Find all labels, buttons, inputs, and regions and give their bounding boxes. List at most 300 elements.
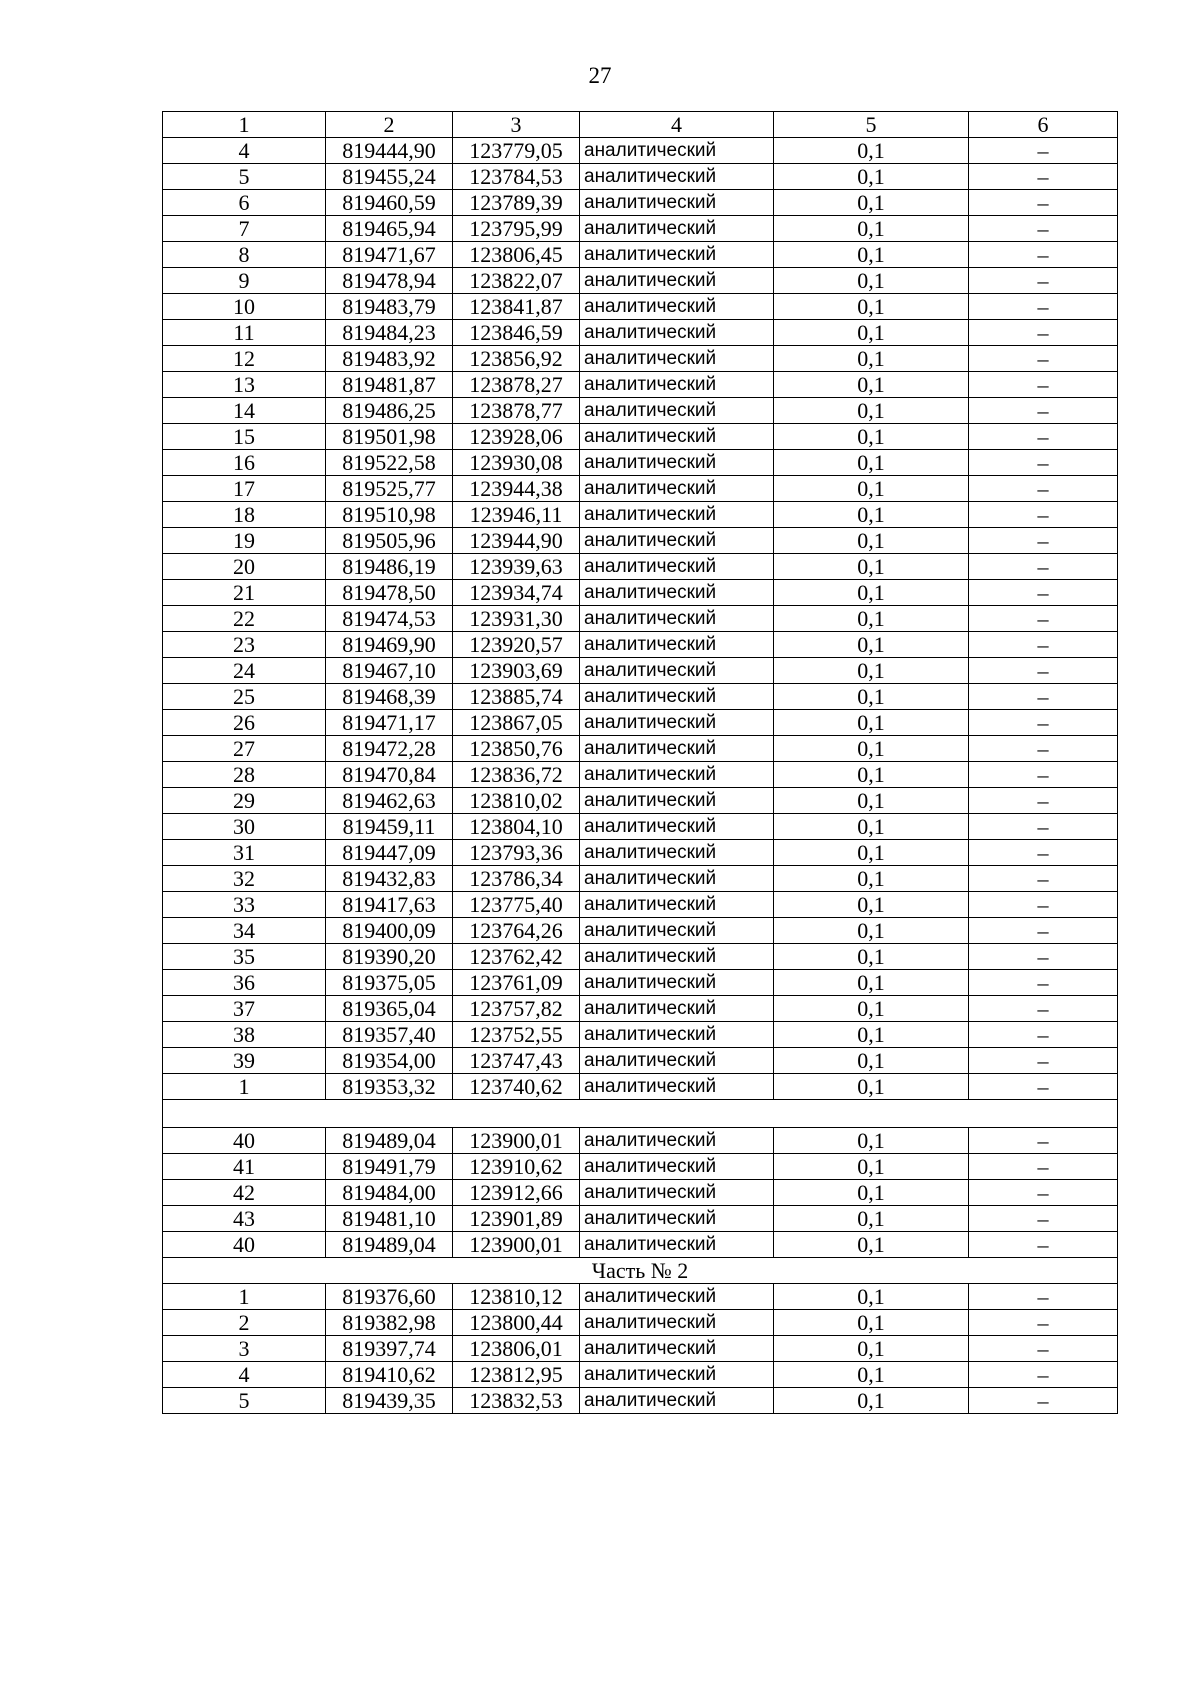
x-coordinate-cell: 819365,04 <box>326 996 453 1022</box>
table-row <box>163 1048 1118 1074</box>
coordinates-table-body <box>163 112 1118 1414</box>
accuracy-cell: 0,1 <box>774 840 969 866</box>
accuracy-cell: 0,1 <box>774 528 969 554</box>
accuracy-cell: 0,1 <box>774 216 969 242</box>
x-coordinate-cell: 819455,24 <box>326 164 453 190</box>
description-cell: – <box>969 892 1118 918</box>
point-number-cell: 21 <box>163 580 326 606</box>
method-cell: аналитический <box>580 788 774 814</box>
description-cell: – <box>969 606 1118 632</box>
method-cell: аналитический <box>580 606 774 632</box>
y-coordinate-cell: 123752,55 <box>453 1022 580 1048</box>
point-number-cell: 28 <box>163 762 326 788</box>
y-coordinate-cell: 123806,45 <box>453 242 580 268</box>
table-row <box>163 814 1118 840</box>
method-cell: аналитический <box>580 242 774 268</box>
table-row <box>163 1336 1118 1362</box>
description-cell: – <box>969 1232 1118 1258</box>
method-cell: аналитический <box>580 762 774 788</box>
description-cell: – <box>969 788 1118 814</box>
description-cell: – <box>969 658 1118 684</box>
method-cell: аналитический <box>580 866 774 892</box>
x-coordinate-cell: 819481,87 <box>326 372 453 398</box>
accuracy-cell: 0,1 <box>774 1232 969 1258</box>
method-cell: аналитический <box>580 1310 774 1336</box>
description-cell: – <box>969 840 1118 866</box>
y-coordinate-cell: 123806,01 <box>453 1336 580 1362</box>
table-row <box>163 866 1118 892</box>
x-coordinate-cell: 819489,04 <box>326 1232 453 1258</box>
accuracy-cell: 0,1 <box>774 944 969 970</box>
table-row <box>163 528 1118 554</box>
x-coordinate-cell: 819468,39 <box>326 684 453 710</box>
y-coordinate-cell: 123786,34 <box>453 866 580 892</box>
table-row <box>163 840 1118 866</box>
description-cell: – <box>969 268 1118 294</box>
x-coordinate-cell: 819382,98 <box>326 1310 453 1336</box>
y-coordinate-cell: 123856,92 <box>453 346 580 372</box>
point-number-cell: 36 <box>163 970 326 996</box>
accuracy-cell: 0,1 <box>774 424 969 450</box>
accuracy-cell: 0,1 <box>774 502 969 528</box>
point-number-cell: 25 <box>163 684 326 710</box>
method-cell: аналитический <box>580 528 774 554</box>
y-coordinate-cell: 123800,44 <box>453 1310 580 1336</box>
column-header-description: 6 <box>969 112 1118 138</box>
point-number-cell: 13 <box>163 372 326 398</box>
y-coordinate-cell: 123900,01 <box>453 1232 580 1258</box>
x-coordinate-cell: 819410,62 <box>326 1362 453 1388</box>
y-coordinate-cell: 123810,12 <box>453 1284 580 1310</box>
accuracy-cell: 0,1 <box>774 1128 969 1154</box>
x-coordinate-cell: 819432,83 <box>326 866 453 892</box>
accuracy-cell: 0,1 <box>774 1048 969 1074</box>
x-coordinate-cell: 819489,04 <box>326 1128 453 1154</box>
method-cell: аналитический <box>580 970 774 996</box>
x-coordinate-cell: 819478,94 <box>326 268 453 294</box>
method-cell: аналитический <box>580 1284 774 1310</box>
point-number-cell: 40 <box>163 1128 326 1154</box>
point-number-cell: 37 <box>163 996 326 1022</box>
method-cell: аналитический <box>580 554 774 580</box>
description-cell: – <box>969 944 1118 970</box>
table-row <box>163 372 1118 398</box>
y-coordinate-cell: 123900,01 <box>453 1128 580 1154</box>
description-cell: – <box>969 1336 1118 1362</box>
y-coordinate-cell: 123747,43 <box>453 1048 580 1074</box>
method-cell: аналитический <box>580 424 774 450</box>
point-number-cell: 2 <box>163 1310 326 1336</box>
accuracy-cell: 0,1 <box>774 450 969 476</box>
point-number-cell: 19 <box>163 528 326 554</box>
point-number-cell: 9 <box>163 268 326 294</box>
table-row <box>163 502 1118 528</box>
x-coordinate-cell: 819483,79 <box>326 294 453 320</box>
x-coordinate-cell: 819470,84 <box>326 762 453 788</box>
table-row <box>163 1154 1118 1180</box>
table-row <box>163 554 1118 580</box>
method-cell: аналитический <box>580 892 774 918</box>
description-cell: – <box>969 1310 1118 1336</box>
table-row <box>163 268 1118 294</box>
y-coordinate-cell: 123793,36 <box>453 840 580 866</box>
x-coordinate-cell: 819375,05 <box>326 970 453 996</box>
point-number-cell: 12 <box>163 346 326 372</box>
table-row <box>163 1074 1118 1100</box>
accuracy-cell: 0,1 <box>774 788 969 814</box>
x-coordinate-cell: 819467,10 <box>326 658 453 684</box>
y-coordinate-cell: 123912,66 <box>453 1180 580 1206</box>
x-coordinate-cell: 819354,00 <box>326 1048 453 1074</box>
x-coordinate-cell: 819465,94 <box>326 216 453 242</box>
accuracy-cell: 0,1 <box>774 1284 969 1310</box>
accuracy-cell: 0,1 <box>774 1336 969 1362</box>
accuracy-cell: 0,1 <box>774 1206 969 1232</box>
method-cell: аналитический <box>580 268 774 294</box>
point-number-cell: 42 <box>163 1180 326 1206</box>
point-number-cell: 3 <box>163 1336 326 1362</box>
description-cell: – <box>969 424 1118 450</box>
table-row <box>163 190 1118 216</box>
description-cell: – <box>969 736 1118 762</box>
table-row <box>163 138 1118 164</box>
point-number-cell: 11 <box>163 320 326 346</box>
point-number-cell: 5 <box>163 1388 326 1414</box>
x-coordinate-cell: 819471,17 <box>326 710 453 736</box>
accuracy-cell: 0,1 <box>774 320 969 346</box>
method-cell: аналитический <box>580 944 774 970</box>
accuracy-cell: 0,1 <box>774 762 969 788</box>
description-cell: – <box>969 970 1118 996</box>
point-number-cell: 15 <box>163 424 326 450</box>
description-cell: – <box>969 164 1118 190</box>
method-cell: аналитический <box>580 710 774 736</box>
accuracy-cell: 0,1 <box>774 268 969 294</box>
point-number-cell: 33 <box>163 892 326 918</box>
y-coordinate-cell: 123920,57 <box>453 632 580 658</box>
y-coordinate-cell: 123762,42 <box>453 944 580 970</box>
x-coordinate-cell: 819353,32 <box>326 1074 453 1100</box>
x-coordinate-cell: 819390,20 <box>326 944 453 970</box>
method-cell: аналитический <box>580 294 774 320</box>
method-cell: аналитический <box>580 164 774 190</box>
x-coordinate-cell: 819397,74 <box>326 1336 453 1362</box>
point-number-cell: 29 <box>163 788 326 814</box>
method-cell: аналитический <box>580 1362 774 1388</box>
section-title: Часть № 2 <box>163 1258 1118 1284</box>
table-row <box>163 580 1118 606</box>
method-cell: аналитический <box>580 1180 774 1206</box>
x-coordinate-cell: 819484,23 <box>326 320 453 346</box>
description-cell: – <box>969 1206 1118 1232</box>
point-number-cell: 5 <box>163 164 326 190</box>
point-number-cell: 41 <box>163 1154 326 1180</box>
accuracy-cell: 0,1 <box>774 242 969 268</box>
point-number-cell: 23 <box>163 632 326 658</box>
description-cell: – <box>969 190 1118 216</box>
table-row <box>163 918 1118 944</box>
x-coordinate-cell: 819486,25 <box>326 398 453 424</box>
point-number-cell: 38 <box>163 1022 326 1048</box>
description-cell: – <box>969 372 1118 398</box>
point-number-cell: 35 <box>163 944 326 970</box>
accuracy-cell: 0,1 <box>774 658 969 684</box>
x-coordinate-cell: 819460,59 <box>326 190 453 216</box>
column-header-x: 2 <box>326 112 453 138</box>
table-row <box>163 1362 1118 1388</box>
accuracy-cell: 0,1 <box>774 632 969 658</box>
y-coordinate-cell: 123846,59 <box>453 320 580 346</box>
table-row <box>163 1388 1118 1414</box>
method-cell: аналитический <box>580 398 774 424</box>
x-coordinate-cell: 819474,53 <box>326 606 453 632</box>
y-coordinate-cell: 123812,95 <box>453 1362 580 1388</box>
description-cell: – <box>969 242 1118 268</box>
description-cell: – <box>969 1362 1118 1388</box>
method-cell: аналитический <box>580 138 774 164</box>
table-row <box>163 1310 1118 1336</box>
accuracy-cell: 0,1 <box>774 970 969 996</box>
accuracy-cell: 0,1 <box>774 1074 969 1100</box>
method-cell: аналитический <box>580 1154 774 1180</box>
method-cell: аналитический <box>580 1128 774 1154</box>
x-coordinate-cell: 819505,96 <box>326 528 453 554</box>
method-cell: аналитический <box>580 190 774 216</box>
point-number-cell: 17 <box>163 476 326 502</box>
method-cell: аналитический <box>580 1048 774 1074</box>
x-coordinate-cell: 819444,90 <box>326 138 453 164</box>
x-coordinate-cell: 819400,09 <box>326 918 453 944</box>
table-row <box>163 216 1118 242</box>
accuracy-cell: 0,1 <box>774 1180 969 1206</box>
description-cell: – <box>969 1180 1118 1206</box>
table-row <box>163 684 1118 710</box>
description-cell: – <box>969 554 1118 580</box>
description-cell: – <box>969 1022 1118 1048</box>
method-cell: аналитический <box>580 840 774 866</box>
table-row <box>163 710 1118 736</box>
point-number-cell: 7 <box>163 216 326 242</box>
method-cell: аналитический <box>580 736 774 762</box>
table-row <box>163 996 1118 1022</box>
table-row <box>163 944 1118 970</box>
accuracy-cell: 0,1 <box>774 892 969 918</box>
table-row <box>163 242 1118 268</box>
y-coordinate-cell: 123775,40 <box>453 892 580 918</box>
accuracy-cell: 0,1 <box>774 1388 969 1414</box>
table-row <box>163 632 1118 658</box>
y-coordinate-cell: 123822,07 <box>453 268 580 294</box>
accuracy-cell: 0,1 <box>774 1310 969 1336</box>
accuracy-cell: 0,1 <box>774 346 969 372</box>
y-coordinate-cell: 123841,87 <box>453 294 580 320</box>
x-coordinate-cell: 819522,58 <box>326 450 453 476</box>
y-coordinate-cell: 123867,05 <box>453 710 580 736</box>
description-cell: – <box>969 320 1118 346</box>
accuracy-cell: 0,1 <box>774 372 969 398</box>
accuracy-cell: 0,1 <box>774 580 969 606</box>
method-cell: аналитический <box>580 372 774 398</box>
table-row <box>163 398 1118 424</box>
y-coordinate-cell: 123740,62 <box>453 1074 580 1100</box>
description-cell: – <box>969 814 1118 840</box>
x-coordinate-cell: 819471,67 <box>326 242 453 268</box>
y-coordinate-cell: 123878,27 <box>453 372 580 398</box>
y-coordinate-cell: 123764,26 <box>453 918 580 944</box>
accuracy-cell: 0,1 <box>774 190 969 216</box>
point-number-cell: 8 <box>163 242 326 268</box>
accuracy-cell: 0,1 <box>774 684 969 710</box>
method-cell: аналитический <box>580 450 774 476</box>
y-coordinate-cell: 123939,63 <box>453 554 580 580</box>
x-coordinate-cell: 819376,60 <box>326 1284 453 1310</box>
y-coordinate-cell: 123934,74 <box>453 580 580 606</box>
accuracy-cell: 0,1 <box>774 736 969 762</box>
x-coordinate-cell: 819486,19 <box>326 554 453 580</box>
y-coordinate-cell: 123944,38 <box>453 476 580 502</box>
accuracy-cell: 0,1 <box>774 294 969 320</box>
accuracy-cell: 0,1 <box>774 398 969 424</box>
column-header-y: 3 <box>453 112 580 138</box>
method-cell: аналитический <box>580 658 774 684</box>
y-coordinate-cell: 123789,39 <box>453 190 580 216</box>
description-cell: – <box>969 346 1118 372</box>
description-cell: – <box>969 996 1118 1022</box>
y-coordinate-cell: 123946,11 <box>453 502 580 528</box>
y-coordinate-cell: 123931,30 <box>453 606 580 632</box>
description-cell: – <box>969 1048 1118 1074</box>
table-row <box>163 762 1118 788</box>
point-number-cell: 39 <box>163 1048 326 1074</box>
description-cell: – <box>969 138 1118 164</box>
method-cell: аналитический <box>580 1336 774 1362</box>
y-coordinate-cell: 123795,99 <box>453 216 580 242</box>
method-cell: аналитический <box>580 1022 774 1048</box>
point-number-cell: 20 <box>163 554 326 580</box>
y-coordinate-cell: 123903,69 <box>453 658 580 684</box>
table-row <box>163 320 1118 346</box>
table-row <box>163 1128 1118 1154</box>
y-coordinate-cell: 123944,90 <box>453 528 580 554</box>
y-coordinate-cell: 123910,62 <box>453 1154 580 1180</box>
table-row <box>163 294 1118 320</box>
y-coordinate-cell: 123757,82 <box>453 996 580 1022</box>
method-cell: аналитический <box>580 320 774 346</box>
description-cell: – <box>969 762 1118 788</box>
accuracy-cell: 0,1 <box>774 476 969 502</box>
section-title-row <box>163 1258 1118 1284</box>
description-cell: – <box>969 476 1118 502</box>
table-row <box>163 1180 1118 1206</box>
point-number-cell: 1 <box>163 1074 326 1100</box>
accuracy-cell: 0,1 <box>774 1022 969 1048</box>
x-coordinate-cell: 819491,79 <box>326 1154 453 1180</box>
y-coordinate-cell: 123784,53 <box>453 164 580 190</box>
y-coordinate-cell: 123832,53 <box>453 1388 580 1414</box>
table-row <box>163 164 1118 190</box>
method-cell: аналитический <box>580 1074 774 1100</box>
method-cell: аналитический <box>580 1206 774 1232</box>
description-cell: – <box>969 528 1118 554</box>
accuracy-cell: 0,1 <box>774 918 969 944</box>
method-cell: аналитический <box>580 476 774 502</box>
page-number: 27 <box>588 63 612 88</box>
description-cell: – <box>969 502 1118 528</box>
description-cell: – <box>969 684 1118 710</box>
x-coordinate-cell: 819417,63 <box>326 892 453 918</box>
y-coordinate-cell: 123779,05 <box>453 138 580 164</box>
description-cell: – <box>969 580 1118 606</box>
method-cell: аналитический <box>580 996 774 1022</box>
table-row <box>163 970 1118 996</box>
x-coordinate-cell: 819510,98 <box>326 502 453 528</box>
method-cell: аналитический <box>580 346 774 372</box>
table-header-row <box>163 112 1118 138</box>
x-coordinate-cell: 819478,50 <box>326 580 453 606</box>
point-number-cell: 22 <box>163 606 326 632</box>
accuracy-cell: 0,1 <box>774 606 969 632</box>
table-row <box>163 1206 1118 1232</box>
table-row <box>163 1022 1118 1048</box>
accuracy-cell: 0,1 <box>774 710 969 736</box>
x-coordinate-cell: 819483,92 <box>326 346 453 372</box>
accuracy-cell: 0,1 <box>774 164 969 190</box>
accuracy-cell: 0,1 <box>774 866 969 892</box>
table-row <box>163 736 1118 762</box>
x-coordinate-cell: 819439,35 <box>326 1388 453 1414</box>
column-header-method: 4 <box>580 112 774 138</box>
accuracy-cell: 0,1 <box>774 138 969 164</box>
y-coordinate-cell: 123930,08 <box>453 450 580 476</box>
y-coordinate-cell: 123885,74 <box>453 684 580 710</box>
point-number-cell: 4 <box>163 1362 326 1388</box>
point-number-cell: 43 <box>163 1206 326 1232</box>
accuracy-cell: 0,1 <box>774 814 969 840</box>
x-coordinate-cell: 819501,98 <box>326 424 453 450</box>
description-cell: – <box>969 1128 1118 1154</box>
separator-cell <box>163 1100 1118 1128</box>
method-cell: аналитический <box>580 580 774 606</box>
description-cell: – <box>969 450 1118 476</box>
y-coordinate-cell: 123810,02 <box>453 788 580 814</box>
description-cell: – <box>969 918 1118 944</box>
y-coordinate-cell: 123761,09 <box>453 970 580 996</box>
table-row <box>163 658 1118 684</box>
x-coordinate-cell: 819469,90 <box>326 632 453 658</box>
coordinates-table <box>162 111 1118 1414</box>
point-number-cell: 30 <box>163 814 326 840</box>
y-coordinate-cell: 123928,06 <box>453 424 580 450</box>
point-number-cell: 24 <box>163 658 326 684</box>
point-number-cell: 10 <box>163 294 326 320</box>
y-coordinate-cell: 123804,10 <box>453 814 580 840</box>
point-number-cell: 4 <box>163 138 326 164</box>
description-cell: – <box>969 632 1118 658</box>
method-cell: аналитический <box>580 684 774 710</box>
method-cell: аналитический <box>580 918 774 944</box>
description-cell: – <box>969 866 1118 892</box>
x-coordinate-cell: 819481,10 <box>326 1206 453 1232</box>
point-number-cell: 40 <box>163 1232 326 1258</box>
table-row <box>163 606 1118 632</box>
method-cell: аналитический <box>580 814 774 840</box>
point-number-cell: 31 <box>163 840 326 866</box>
table-row <box>163 346 1118 372</box>
method-cell: аналитический <box>580 502 774 528</box>
x-coordinate-cell: 819472,28 <box>326 736 453 762</box>
description-cell: – <box>969 1388 1118 1414</box>
method-cell: аналитический <box>580 1232 774 1258</box>
